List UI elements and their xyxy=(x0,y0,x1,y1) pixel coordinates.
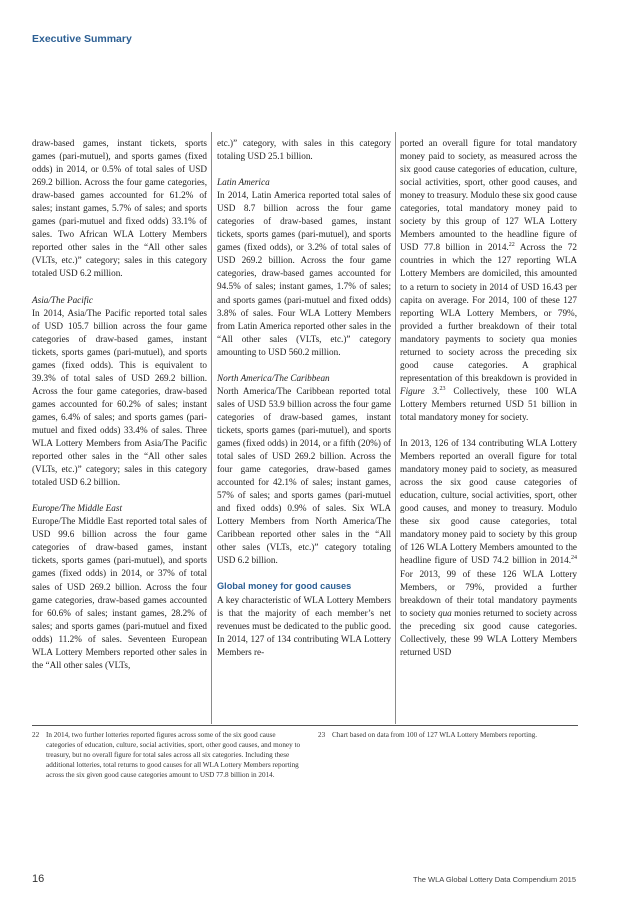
paragraph: etc.)” category, with sales in this category totaling USD 25.1 billion. xyxy=(217,138,391,162)
paragraph: In 2014, Asia/The Pacific reported total sales of USD 105.7 billion across the four game categories of draw-based games, instant tickets, sports games (pari-mutuel), and sports games (fixed odds). This is equivalent to 39.3% of total sales of USD 269.2 billion. Across the four game categories, draw-based games accounted for 60.2% of sales; instant games, 6.4% of sales; and sports games (pari-mutuel and fixed odds) 33.4% of sales. Three WLA Lottery Members from Asia/The Pacific reported other sales in the “All other sales (VLTs, etc.)” category; sales in this category totaled USD 6.2 billion. xyxy=(32,307,207,488)
footnote-ref-24[interactable]: 24 xyxy=(571,555,577,562)
text-column-2 xyxy=(217,137,391,659)
subheading-north-america-caribbean: North America/The Caribbean xyxy=(217,372,330,383)
text-run: For 2013, 99 of these 126 WLA Lottery Members, or 79%, provided a further breakdown of their total mandatory payments to society xyxy=(400,568,577,618)
footnote-number: 22 xyxy=(32,731,40,739)
column-divider xyxy=(395,132,396,724)
paragraph: draw-based games, instant tickets, sports games (pari-mutuel), and sports games (fixed odds) in 2014, or 0.5% of total sales of USD 269.2 billion. Across the four game categories, draw-based games accounted for 61.2% of sales; instant games, 5.7% of sales; and sports games (pari-mutuel and fixed odds) 33.1% of sales. Two African WLA Lottery Members reported other sales in the “All other sales (VLTs, etc.)” category; sales in this category totaled USD 6.2 million. xyxy=(32,138,207,279)
footnote-ref-23[interactable]: 23 xyxy=(439,385,446,392)
heading-global-money-good-causes: Global money for good causes xyxy=(217,581,352,592)
paragraph: In 2014, Latin America reported total sales of USD 8.7 billion across the four game categories of draw-based games, instant tickets, sports games (pari-mutuel), and sports games (fixed odds), or 3.2% of total sales of USD 269.2 billion. Across the four game categories, draw-based games accounted for 94.5% of sales; instant games, 1.7% of sales; and sports games (pari-mutuel and fixed odds) 3.8% of sales. Four WLA Lottery Members from Latin America reported other sales in the “All other sales (VLTs, etc.)” category amounting to USD 560.2 million. xyxy=(217,190,391,357)
paragraph: Europe/The Middle East reported total sales of USD 99.6 billion across the four game categories of draw-based games, instant tickets, sports games (pari-mutuel), and sports games (fixed odds) in 2014, or 37% of total sales of USD 269.2 billion. Across the four game categories, draw-based games accounted for 60.6% of sales; instant games, 28.2% of sales; and sports games (pari-mutuel and fixed odds) 11.2% of sales. Seventeen European WLA Lottery Members reported other sales in the “All other sales (VLTs, xyxy=(32,516,207,670)
text-column-1 xyxy=(32,137,207,672)
subheading-asia-pacific: Asia/The Pacific xyxy=(32,294,93,305)
footnote-divider xyxy=(32,725,578,726)
footnote-ref-22[interactable]: 22 xyxy=(508,242,515,249)
section-header: Executive Summary xyxy=(32,33,132,45)
footnote-text: In 2014, two further lotteries reported figures across some of the six good cause categories of education, culture, social activities, sport, other good causes, and money to treasury, but no overall figure for total sales across all six categories. Including these additional lotteries, total returns to good causes for all WLA Lottery Members reporting across the six given good cause categories amount to USD 77.8 billion in 2014. xyxy=(46,731,301,779)
figure-reference[interactable]: Figure 3. xyxy=(400,385,440,396)
paragraph: North America/The Caribbean reported total sales of USD 53.9 billion across the four game categories of draw-based games, instant tickets, sports games (pari-mutuel), and sports games (fixed odds) in 2014, or a fifth (20%) of total sales of USD 269.2 billion. Across the four game categories, draw-based games accounted for 42.1% of sales; instant games, 57% of sales; and sports games (pari-mutuel and fixed odds) 0.9% of sales. Six WLA Lottery Members from North America/The Caribbean reported other sales in the “All other sales (VLTs, etc.)” category totaling USD 6.2 billion. xyxy=(217,385,391,566)
subheading-latin-america: Latin America xyxy=(217,177,270,188)
publication-title: The WLA Global Lottery Data Compendium 2015 xyxy=(412,875,576,884)
footnote-22 xyxy=(32,730,302,780)
text-run: monies returned to society across the preceding six good cause categories. Collectively, these 99 WLA Lottery Members returned USD xyxy=(400,607,578,657)
page-number: 16 xyxy=(32,873,45,885)
paragraph: A key characteristic of WLA Lottery Members is that the majority of each member’s net revenues must be dedicated to the public good. In 2014, 127 of 134 contributing WLA Lottery Members re- xyxy=(217,594,391,657)
column-divider xyxy=(211,132,212,724)
footnote-23 xyxy=(318,730,558,740)
footnote-text: Chart based on data from 100 of 127 WLA Lottery Members reporting. xyxy=(332,731,538,739)
text-run: In 2013, 126 of 134 contributing WLA Lottery Members reported an overall figure for total mandatory money paid to society, as measured across the six good cause categories of education, culture, social activities, sport, other good causes, and money to treasury. Modulo these six good cause categories, total mandatory money paid to society by this group of 126 WLA Lottery Members amounted to the headline figure of USD 74.2 billion in 2014. xyxy=(400,438,577,566)
text-run: Across the 72 countries in which the 127 reporting WLA Lottery Members are domiciled, this amounted to a return to society in 2014 of USD 16.43 per capita on average. For 2014, 100 of these 127 reporting WLA Lottery Members, or 79%, provided a further breakdown of their total mandatory payments to society qua monies returned to society across the preceding six good cause categories. A graphical representation of this breakdown is provided in xyxy=(400,242,577,383)
subheading-europe-middle-east: Europe/The Middle East xyxy=(32,503,122,514)
text-column-3 xyxy=(400,137,577,659)
text-run-italic: qua xyxy=(437,607,452,618)
text-run: ported an overall figure for total mandatory money paid to society, as measured across the six good cause categories of education, culture, social activities, sport, other good causes, and money to treasury. Modulo these six good cause categories, total mandatory money paid to society by this group of 127 WLA Lottery Members amounted to the headline figure of USD 77.8 billion in 2014. xyxy=(400,138,577,253)
text-run: Collectively, these 100 WLA Lottery Members returned USD 51 billion in total mandatory money for society. xyxy=(400,385,577,422)
paragraph xyxy=(400,437,577,659)
paragraph xyxy=(400,137,577,424)
footnote-number: 23 xyxy=(318,731,326,739)
